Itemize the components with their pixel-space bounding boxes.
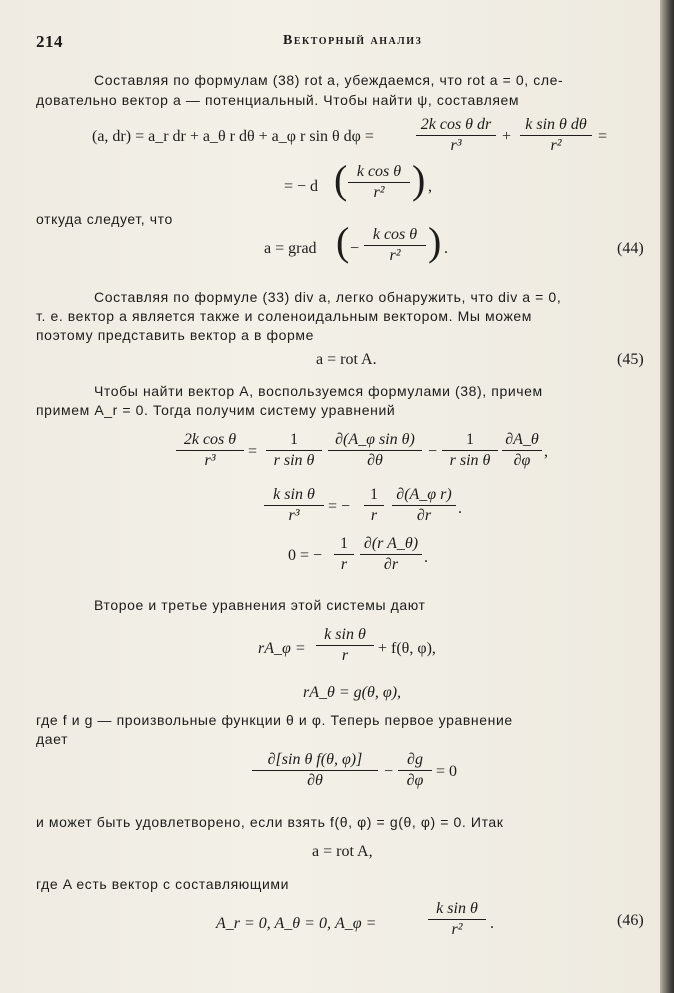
paragraph-line: где A есть вектор с составляющими xyxy=(36,876,290,892)
fraction-denominator: r sin θ xyxy=(273,452,315,469)
paragraph-line: поэтому представить вектор a в форме xyxy=(36,327,314,343)
fraction xyxy=(502,431,542,470)
fraction-denominator: r² xyxy=(451,921,463,938)
fraction xyxy=(428,900,486,939)
operator: . xyxy=(444,240,448,257)
fraction-numerator: ∂(A_φ sin θ) xyxy=(335,431,415,448)
fraction-denominator: r³ xyxy=(288,507,300,524)
fraction-denominator: ∂θ xyxy=(367,452,383,469)
paragraph-line: и может быть удовлетворено, если взять f(θ, φ) = g(θ, φ) = 0. Итак xyxy=(36,814,504,830)
fraction-denominator: r xyxy=(370,507,378,524)
fraction-numerator: 1 xyxy=(340,535,348,552)
fraction-numerator: ∂[sin θ f(θ, φ)] xyxy=(267,751,363,768)
fraction-numerator: ∂(r A_θ) xyxy=(363,535,419,552)
fraction xyxy=(416,116,496,155)
fraction-denominator: ∂θ xyxy=(307,772,323,789)
fraction-numerator: k cos θ xyxy=(356,163,402,180)
fraction-numerator: ∂(A_φ r) xyxy=(396,486,452,503)
operator: + xyxy=(502,128,512,145)
fraction-numerator: 1 xyxy=(290,431,298,448)
paragraph-line: Составляя по формулам (38) rot a, убеждаемся, что rot a = 0, сле- xyxy=(94,72,564,88)
fraction xyxy=(316,626,374,665)
fraction xyxy=(348,163,410,202)
operator: . xyxy=(458,500,462,517)
equation: rA_θ = g(θ, φ), xyxy=(303,684,402,701)
fraction-numerator: k sin θ xyxy=(324,626,366,643)
operator: = xyxy=(248,443,258,460)
operator: , xyxy=(428,178,432,195)
fraction-denominator: r sin θ xyxy=(449,452,491,469)
paragraph-line: где f и g — произвольные функции θ и φ. Теперь первое уравнение xyxy=(36,712,513,728)
fraction-denominator: r xyxy=(341,647,349,664)
fraction-denominator: ∂r xyxy=(416,507,432,524)
page-edge-shadow xyxy=(660,0,674,993)
fraction-denominator: r³ xyxy=(204,452,216,469)
paragraph-line: довательно вектор a — потенциальный. Чтобы найти ψ, составляем xyxy=(36,92,520,108)
fraction-numerator: 2k cos θ xyxy=(183,431,237,448)
operator: . xyxy=(424,549,428,566)
fraction xyxy=(264,486,324,525)
operator: . xyxy=(490,915,494,932)
fraction-numerator: k sin θ xyxy=(273,486,315,503)
fraction-numerator: k cos θ xyxy=(372,226,418,243)
equation: a = rot A. xyxy=(316,351,377,368)
fraction xyxy=(364,486,384,525)
fraction xyxy=(398,751,432,790)
operator: = − xyxy=(328,498,351,515)
operator: , xyxy=(544,443,548,460)
fraction-denominator: ∂r xyxy=(383,556,399,573)
paragraph-line: дает xyxy=(36,731,69,747)
equation-number: (44) xyxy=(617,240,644,257)
fraction-denominator: r² xyxy=(550,137,562,154)
fraction-numerator: 2k cos θ dr xyxy=(420,116,492,133)
fraction xyxy=(520,116,592,155)
equation-left: 0 = − xyxy=(288,547,323,564)
equation-number: (46) xyxy=(617,912,644,929)
equation-left: A_r = 0, A_θ = 0, A_φ = xyxy=(216,915,377,932)
fraction xyxy=(364,226,426,265)
fraction-denominator: r³ xyxy=(450,137,462,154)
equation-left: rA_φ = xyxy=(258,640,306,657)
fraction-numerator: 1 xyxy=(466,431,474,448)
paragraph-line: т. е. вектор a является также и соленоидальным вектором. Мы можем xyxy=(36,308,533,324)
left-paren: ( xyxy=(334,157,348,202)
fraction-numerator: k sin θ dθ xyxy=(525,116,587,133)
fraction xyxy=(328,431,422,470)
equation-number: (45) xyxy=(617,351,644,368)
left-paren: ( xyxy=(336,219,350,264)
fraction-numerator: k sin θ xyxy=(436,900,478,917)
running-header: Векторный анализ xyxy=(283,33,423,48)
fraction xyxy=(392,486,456,525)
fraction-denominator: r xyxy=(340,556,348,573)
paragraph-line: Второе и третье уравнения этой системы дают xyxy=(94,597,426,613)
equation-right: + f(θ, φ), xyxy=(378,640,436,657)
equation-left: a = grad xyxy=(264,240,317,257)
paragraph-line: откуда следует, что xyxy=(36,211,173,227)
fraction-denominator: r² xyxy=(389,247,401,264)
operator: = xyxy=(598,128,608,145)
fraction xyxy=(360,535,422,574)
operator: − xyxy=(350,240,360,257)
fraction xyxy=(176,431,244,470)
operator: = 0 xyxy=(436,763,458,780)
right-paren: ) xyxy=(428,219,442,264)
fraction xyxy=(252,751,378,790)
fraction xyxy=(266,431,322,470)
fraction xyxy=(442,431,498,470)
fraction-denominator: ∂φ xyxy=(406,772,424,789)
paragraph-line: Чтобы найти вектор A, воспользуемся формулами (38), причем xyxy=(94,383,543,399)
fraction-numerator: ∂g xyxy=(407,751,423,768)
paragraph-line: примем A_r = 0. Тогда получим систему уравнений xyxy=(36,402,396,418)
fraction-numerator: 1 xyxy=(370,486,378,503)
fraction-numerator: ∂A_θ xyxy=(505,431,539,448)
right-paren: ) xyxy=(412,157,426,202)
equation-left: = − d xyxy=(284,178,319,195)
equation: a = rot A, xyxy=(312,843,373,860)
page-number: 214 xyxy=(36,32,63,51)
equation-left: (a, dr) = a_r dr + a_θ r dθ + a_φ r sin θ dφ = xyxy=(92,128,374,145)
operator: − xyxy=(384,763,394,780)
fraction-denominator: ∂φ xyxy=(513,452,531,469)
fraction xyxy=(334,535,354,574)
operator: − xyxy=(428,443,438,460)
fraction-denominator: r² xyxy=(373,184,385,201)
paragraph-line: Составляя по формуле (33) div a, легко обнаружить, что div a = 0, xyxy=(94,289,562,305)
